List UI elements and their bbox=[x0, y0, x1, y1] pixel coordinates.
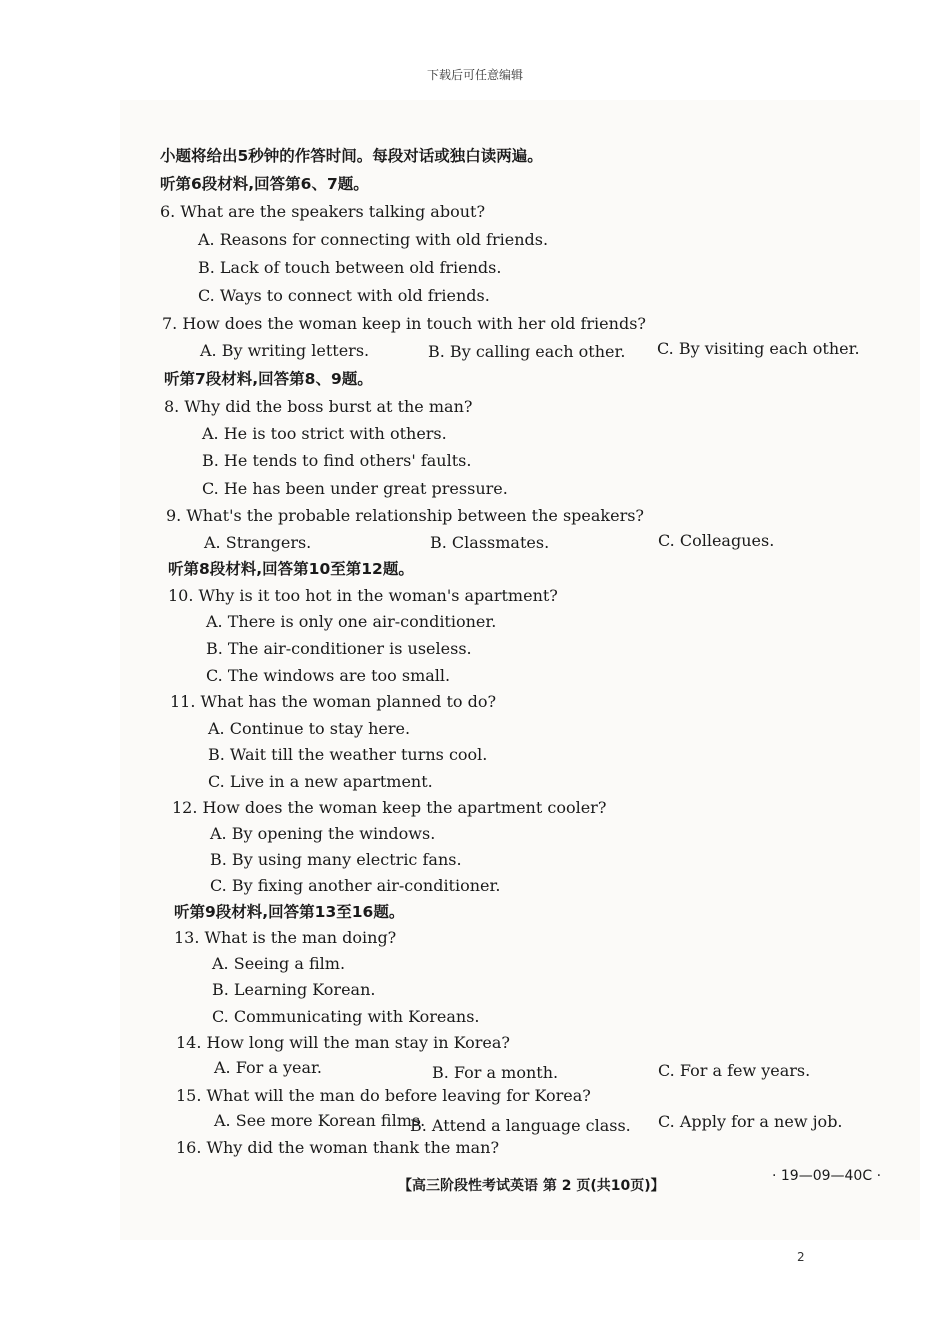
option-7c: C. By visiting each other. bbox=[657, 339, 860, 358]
download-note: 下载后可任意编辑 bbox=[426, 68, 523, 82]
option-12b: B. By using many electric fans. bbox=[210, 850, 462, 869]
question-9: 9. What's the probable relationship between the speakers? bbox=[166, 506, 645, 525]
question-16: 16. Why did the woman thank the man? bbox=[176, 1138, 500, 1157]
option-8b: B. He tends to find others' faults. bbox=[202, 451, 472, 470]
option-14c: C. For a few years. bbox=[658, 1061, 811, 1080]
question-8: 8. Why did the boss burst at the man? bbox=[164, 397, 473, 416]
option-13c: C. Communicating with Koreans. bbox=[212, 1007, 480, 1026]
question-6: 6. What are the speakers talking about? bbox=[160, 202, 486, 221]
option-9a: A. Strangers. bbox=[204, 533, 312, 552]
option-6b: B. Lack of touch between old friends. bbox=[198, 258, 502, 277]
option-10a: A. There is only one air-conditioner. bbox=[206, 612, 497, 631]
option-8c: C. He has been under great pressure. bbox=[202, 479, 508, 498]
option-6c: C. Ways to connect with old friends. bbox=[198, 286, 490, 305]
option-15a: A. See more Korean films. bbox=[214, 1111, 426, 1130]
option-7b: B. By calling each other. bbox=[428, 342, 626, 361]
question-14: 14. How long will the man stay in Korea? bbox=[176, 1033, 511, 1052]
option-8a: A. He is too strict with others. bbox=[202, 424, 447, 443]
section-heading-7: 听第7段材料,回答第8、9题。 bbox=[164, 370, 373, 388]
option-13b: B. Learning Korean. bbox=[212, 980, 376, 999]
option-14a: A. For a year. bbox=[214, 1058, 322, 1077]
exam-footer-title: 【高三阶段性考试英语 第 2 页(共10页)】 bbox=[398, 1178, 665, 1194]
option-12c: C. By fixing another air-conditioner. bbox=[210, 876, 501, 895]
question-15: 15. What will the man do before leaving for Korea? bbox=[176, 1086, 591, 1105]
option-13a: A. Seeing a film. bbox=[212, 954, 346, 973]
option-7a: A. By writing letters. bbox=[200, 341, 370, 360]
option-9b: B. Classmates. bbox=[430, 533, 550, 552]
option-10c: C. The windows are too small. bbox=[206, 666, 451, 685]
option-10b: B. The air-conditioner is useless. bbox=[206, 639, 472, 658]
section-heading-9: 听第9段材料,回答第13至16题。 bbox=[174, 903, 405, 921]
exam-code: · 19—09—40C · bbox=[772, 1168, 882, 1184]
option-15b: B. Attend a language class. bbox=[410, 1116, 631, 1135]
option-11b: B. Wait till the weather turns cool. bbox=[208, 745, 488, 764]
question-10: 10. Why is it too hot in the woman's apartment? bbox=[168, 586, 558, 605]
section-heading-8: 听第8段材料,回答第10至第12题。 bbox=[168, 560, 414, 578]
listening-instructions: 小题将给出5秒钟的作答时间。每段对话或独白读两遍。 bbox=[160, 147, 543, 165]
option-15c: C. Apply for a new job. bbox=[658, 1112, 843, 1131]
question-12: 12. How does the woman keep the apartment cooler? bbox=[172, 798, 607, 817]
option-11a: A. Continue to stay here. bbox=[208, 719, 411, 738]
question-13: 13. What is the man doing? bbox=[174, 928, 397, 947]
section-heading-6: 听第6段材料,回答第6、7题。 bbox=[160, 175, 369, 193]
option-12a: A. By opening the windows. bbox=[210, 824, 436, 843]
page-number: 2 bbox=[797, 1250, 805, 1264]
question-11: 11. What has the woman planned to do? bbox=[170, 692, 497, 711]
option-11c: C. Live in a new apartment. bbox=[208, 772, 433, 791]
option-9c: C. Colleagues. bbox=[658, 531, 775, 550]
option-6a: A. Reasons for connecting with old friends. bbox=[198, 230, 549, 249]
option-14b: B. For a month. bbox=[432, 1063, 559, 1082]
question-7: 7. How does the woman keep in touch with her old friends? bbox=[162, 314, 646, 333]
